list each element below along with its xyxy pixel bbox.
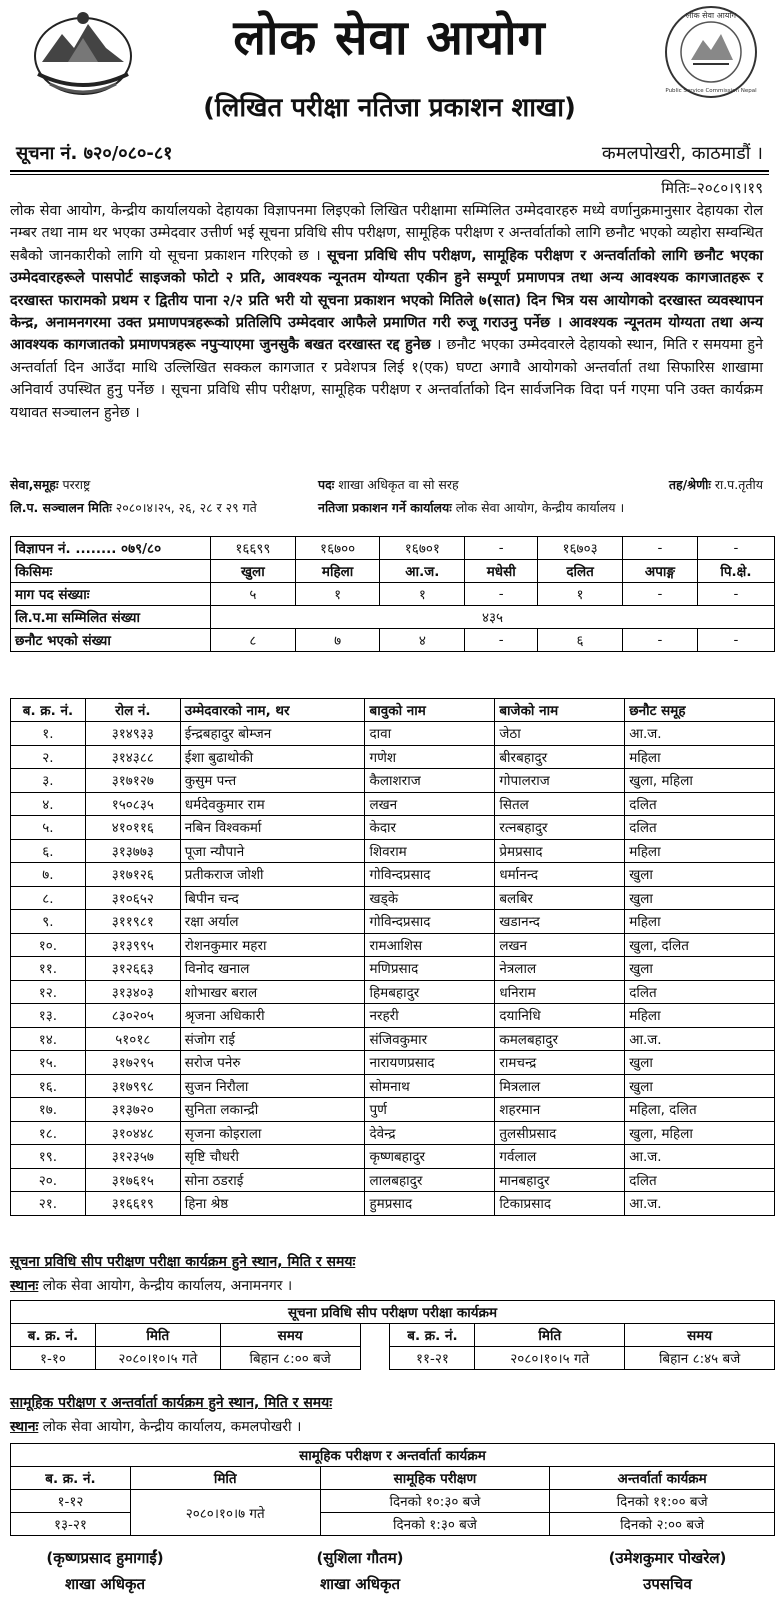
it-test-schedule-table bbox=[10, 1300, 775, 1370]
table-cell: संजोग राई bbox=[180, 1027, 365, 1051]
adv-row bbox=[11, 583, 775, 606]
interview-place-value: लोक सेवा आयोग, केन्द्रीय कार्यालय, कमलपोखरी । bbox=[38, 1419, 302, 1435]
table-row bbox=[11, 1004, 775, 1028]
signature-3 bbox=[565, 1545, 770, 1597]
table-cell: सितल bbox=[495, 792, 625, 816]
adv-row bbox=[11, 560, 775, 583]
table-row bbox=[11, 933, 775, 957]
adv-cell: १६७०३ bbox=[538, 537, 623, 560]
adv-cell: आ.ज. bbox=[380, 560, 465, 583]
signature-2 bbox=[290, 1545, 430, 1597]
it-test-section-title: सूचना प्रविधि सीप परीक्षण परीक्षा कार्यक्रम हुने स्थान, मिति र समयः bbox=[10, 1254, 356, 1270]
page-title: लोक सेवा आयोग bbox=[233, 10, 546, 66]
signatory-title: शाखा अधिकृत bbox=[64, 1575, 146, 1593]
service-label: सेवा,समूहः bbox=[10, 477, 59, 492]
adv-row bbox=[11, 629, 775, 652]
adv-row-label: किसिमः bbox=[11, 560, 211, 583]
candidate-col-header: उम्मेदवारको नाम, थर bbox=[180, 699, 365, 722]
office-value: लोक सेवा आयोग, केन्द्रीय कार्यालय । bbox=[455, 500, 625, 515]
table-cell: ३१७६१५ bbox=[85, 1168, 180, 1192]
table-cell: ३१२६६३ bbox=[85, 957, 180, 981]
table-cell: खुला, महिला bbox=[625, 1121, 775, 1145]
signatory-name: (सुशिला गौतम) bbox=[316, 1549, 404, 1567]
table-row bbox=[11, 980, 775, 1004]
table-cell: लालबहादुर bbox=[365, 1168, 495, 1192]
table-cell: ३१६६१९ bbox=[85, 1192, 180, 1216]
adv-cell: ६ bbox=[538, 629, 623, 652]
table-cell: सुजन निरौला bbox=[180, 1074, 365, 1098]
table-row bbox=[11, 1168, 775, 1192]
iv-col-interview: अन्तर्वार्ता कार्यक्रम bbox=[550, 1467, 775, 1490]
adv-cell: १६६९९ bbox=[211, 537, 296, 560]
adv-cell: - bbox=[697, 629, 774, 652]
adv-cell: ७ bbox=[295, 629, 380, 652]
table-cell: प्रतीकराज जोशी bbox=[180, 863, 365, 887]
table-cell: गर्वलाल bbox=[495, 1145, 625, 1169]
adv-row-label: माग पद संख्याः bbox=[11, 583, 211, 606]
adv-cell: १६७०० bbox=[295, 537, 380, 560]
adv-cell: अपाङ्ग bbox=[622, 560, 697, 583]
table-cell: ३१४९३३ bbox=[85, 722, 180, 746]
table-cell: ३१०६५२ bbox=[85, 886, 180, 910]
table-cell: ३१४३८८ bbox=[85, 745, 180, 769]
table-cell: दलित bbox=[625, 792, 775, 816]
adv-cell: - bbox=[622, 537, 697, 560]
notice-para-2: । छनौट भएका उम्मेदवारले देहायको स्थान, मिति र समयमा हुने अन्तर्वार्ता दिन आउँदा माथि उल्लिखित सक्कल कागजात र प्रवेशपत्र लिई १(एक) घण्टा अगावै आयोगको अन्तर्वार्ता तथा सिफारिस शाखामा अनिवार्य उपस्थित हुनु पर्नेछ । सूचना प्रविधि सीप परीक्षण, सामूहिक परीक्षण र अन्तर्वार्ताको दिन सार्वजनिक विदा पर्न गएमा पनि उक्त कार्यक्रम यथावत सञ्चालन हुनेछ । bbox=[10, 337, 763, 421]
candidate-table bbox=[10, 698, 775, 1216]
iv-col-date: मिति bbox=[130, 1467, 320, 1490]
table-cell: खुला bbox=[625, 886, 775, 910]
table-cell: महिला bbox=[625, 745, 775, 769]
table-cell: खुला bbox=[625, 1051, 775, 1075]
it-col-time-right: समय bbox=[625, 1324, 775, 1347]
it-test-place-label: स्थानः bbox=[10, 1278, 39, 1294]
table-cell: संजिवकुमार bbox=[365, 1027, 495, 1051]
notice-para-1: लोक सेवा आयोग, केन्द्रीय कार्यालयको देहायका विज्ञापनमा लिइएको लिखित परीक्षामा सम्मिलित उम्मेदवारहरु मध्ये वर्णानुक्रमानुसार देहायका रोल नम्बर तथा नाम थर भएका उम्मेदवार उत्तीर्ण भई सूचना प्रविधि सीप परीक्षण, सामूहिक परीक्षण र अन्तर्वार्ताको लागि छनौट भएको व्यहोरा सम्वन्धित सबैको जानकारीको लागि यो सूचना प्रकाशन गरिएको छ । bbox=[10, 203, 763, 264]
seal-text-top: लोक सेवा आयोग bbox=[685, 11, 737, 20]
table-cell: ६. bbox=[11, 839, 86, 863]
table-cell: ३१३९९५ bbox=[85, 933, 180, 957]
table-cell: शिवराम bbox=[365, 839, 495, 863]
signatory-title: उपसचिव bbox=[643, 1575, 692, 1593]
table-cell: रक्षा अर्याल bbox=[180, 910, 365, 934]
level-field bbox=[669, 476, 763, 493]
table-cell: महिला, दलित bbox=[625, 1098, 775, 1122]
table-cell: ४. bbox=[11, 792, 86, 816]
table-cell: तुलसीप्रसाद bbox=[495, 1121, 625, 1145]
signatory-title: शाखा अधिकृत bbox=[319, 1575, 401, 1593]
it-left-time: बिहान ८:०० बजे bbox=[220, 1347, 360, 1370]
table-cell: २०. bbox=[11, 1168, 86, 1192]
table-cell: २. bbox=[11, 745, 86, 769]
it-col-time-left: समय bbox=[220, 1324, 360, 1347]
it-col-date-right: मिति bbox=[475, 1324, 625, 1347]
it-gap bbox=[360, 1324, 390, 1370]
post-label: पदः bbox=[318, 477, 335, 492]
table-cell: दयानिधि bbox=[495, 1004, 625, 1028]
table-cell: आ.ज. bbox=[625, 722, 775, 746]
table-cell: धर्मानन्द bbox=[495, 863, 625, 887]
table-cell: ३१७९९८ bbox=[85, 1074, 180, 1098]
table-cell: प्रेमप्रसाद bbox=[495, 839, 625, 863]
interview-table-title: सामूहिक परीक्षण र अन्तर्वार्ता कार्यक्रम bbox=[11, 1444, 775, 1467]
candidate-col-header: ब. क्र. नं. bbox=[11, 699, 86, 722]
table-cell: खुला, महिला bbox=[625, 769, 775, 793]
adv-cell: मधेसी bbox=[465, 560, 538, 583]
table-row bbox=[11, 1051, 775, 1075]
exam-date-label: लि.प. सञ्चालन मितिः bbox=[10, 500, 112, 515]
table-row bbox=[11, 1098, 775, 1122]
divider bbox=[10, 170, 769, 172]
adv-cell: खुला bbox=[211, 560, 296, 583]
service-field bbox=[10, 476, 90, 493]
table-cell: गोविन्दप्रसाद bbox=[365, 910, 495, 934]
it-left-range: १-१० bbox=[11, 1347, 96, 1370]
iv-row2-group: दिनको १:३० बजे bbox=[320, 1513, 550, 1536]
adv-cell: दलित bbox=[538, 560, 623, 583]
table-row bbox=[11, 957, 775, 981]
table-cell: गोविन्दप्रसाद bbox=[365, 863, 495, 887]
adv-cell: - bbox=[465, 537, 538, 560]
table-cell: १८. bbox=[11, 1121, 86, 1145]
advertisement-table bbox=[10, 536, 775, 652]
table-cell: ३१७२९५ bbox=[85, 1051, 180, 1075]
page-subtitle: (लिखित परीक्षा नतिजा प्रकाशन शाखा) bbox=[203, 93, 576, 123]
table-cell: खुला bbox=[625, 863, 775, 887]
table-cell: ईन्द्रबहादुर बोम्जन bbox=[180, 722, 365, 746]
interview-schedule-table bbox=[10, 1443, 775, 1536]
table-row bbox=[11, 1192, 775, 1216]
adv-cell: - bbox=[465, 629, 538, 652]
table-cell: टिकाप्रसाद bbox=[495, 1192, 625, 1216]
table-row bbox=[11, 863, 775, 887]
table-cell: रामआशिस bbox=[365, 933, 495, 957]
table-cell: धर्मदेवकुमार राम bbox=[180, 792, 365, 816]
adv-cell: १ bbox=[295, 583, 380, 606]
level-value: रा.प.तृतीय bbox=[714, 477, 763, 492]
table-cell: १५. bbox=[11, 1051, 86, 1075]
psc-seal-icon bbox=[663, 4, 759, 100]
table-cell: १३. bbox=[11, 1004, 86, 1028]
table-row bbox=[11, 1121, 775, 1145]
table-cell: रोशनकुमार महरा bbox=[180, 933, 365, 957]
iv-row2-range: १३-२१ bbox=[11, 1513, 131, 1536]
reference-line bbox=[16, 138, 763, 168]
table-cell: शोभाखर बराल bbox=[180, 980, 365, 1004]
table-cell: कमलबहादुर bbox=[495, 1027, 625, 1051]
table-cell: १९. bbox=[11, 1145, 86, 1169]
table-cell: २१. bbox=[11, 1192, 86, 1216]
table-cell: दलित bbox=[625, 816, 775, 840]
table-cell: ३१३७२० bbox=[85, 1098, 180, 1122]
table-cell: नबिन विश्वकर्मा bbox=[180, 816, 365, 840]
divider bbox=[10, 174, 769, 175]
table-cell: मणिप्रसाद bbox=[365, 957, 495, 981]
table-cell: ३१३७७३ bbox=[85, 839, 180, 863]
table-cell: १५०८३५ bbox=[85, 792, 180, 816]
interview-place-label: स्थानः bbox=[10, 1419, 39, 1435]
table-cell: ३. bbox=[11, 769, 86, 793]
table-row bbox=[11, 839, 775, 863]
adv-row-label: विज्ञापन नं. ........ ०७९/८० bbox=[11, 537, 211, 560]
table-cell: मानबहादुर bbox=[495, 1168, 625, 1192]
table-cell: ३१७१२७ bbox=[85, 769, 180, 793]
table-row bbox=[11, 1027, 775, 1051]
table-cell: मित्रलाल bbox=[495, 1074, 625, 1098]
candidate-table-header bbox=[11, 699, 775, 722]
table-cell: १६. bbox=[11, 1074, 86, 1098]
adv-cell: ८ bbox=[211, 629, 296, 652]
table-cell: हिमबहादुर bbox=[365, 980, 495, 1004]
table-row bbox=[11, 722, 775, 746]
table-cell: ईशा बुढाथोकी bbox=[180, 745, 365, 769]
adv-cell: ४३५ bbox=[211, 606, 775, 629]
table-cell: कैलाशराज bbox=[365, 769, 495, 793]
adv-row bbox=[11, 537, 775, 560]
exam-date-value: २०८०।४।२५, २६, २८ र २९ गते bbox=[115, 500, 257, 515]
page-header bbox=[0, 0, 779, 138]
table-row bbox=[11, 1145, 775, 1169]
candidate-col-header: बाजेको नाम bbox=[495, 699, 625, 722]
signature-1 bbox=[10, 1545, 200, 1597]
table-cell: आ.ज. bbox=[625, 1027, 775, 1051]
candidate-col-header: छनौट समूह bbox=[625, 699, 775, 722]
adv-cell: - bbox=[465, 583, 538, 606]
adv-cell: ५ bbox=[211, 583, 296, 606]
table-cell: ८. bbox=[11, 886, 86, 910]
iv-col-serial: ब. क्र. नं. bbox=[11, 1467, 131, 1490]
iv-row1-range: १-१२ bbox=[11, 1490, 131, 1513]
table-cell: देवेन्द्र bbox=[365, 1121, 495, 1145]
table-cell: कुसुम पन्त bbox=[180, 769, 365, 793]
table-cell: शहरमान bbox=[495, 1098, 625, 1122]
table-cell: १७. bbox=[11, 1098, 86, 1122]
table-cell: दलित bbox=[625, 1168, 775, 1192]
table-row bbox=[11, 769, 775, 793]
table-cell: दलित bbox=[625, 980, 775, 1004]
office-location: कमलपोखरी, काठमाडौं । bbox=[601, 143, 763, 164]
it-col-date-left: मिति bbox=[95, 1324, 220, 1347]
table-cell: महिला bbox=[625, 1004, 775, 1028]
table-cell: ९. bbox=[11, 910, 86, 934]
table-cell: महिला bbox=[625, 839, 775, 863]
notice-number: सूचना नं. ७२०/०८०-८१ bbox=[16, 143, 173, 164]
adv-cell: - bbox=[697, 583, 774, 606]
table-cell: श्रृजना अधिकारी bbox=[180, 1004, 365, 1028]
table-cell: सृष्टि चौधरी bbox=[180, 1145, 365, 1169]
table-row bbox=[11, 910, 775, 934]
post-value: शाखा अधिकृत वा सो सरह bbox=[338, 477, 459, 492]
table-cell: ४१०११६ bbox=[85, 816, 180, 840]
table-cell: जेठा bbox=[495, 722, 625, 746]
notice-body bbox=[10, 200, 763, 424]
signatory-name: (उमेशकुमार पोखरेल) bbox=[608, 1549, 727, 1567]
candidate-col-header: रोल नं. bbox=[85, 699, 180, 722]
adv-row-label: छनौट भएको संख्या bbox=[11, 629, 211, 652]
it-right-time: बिहान ८:४५ बजे bbox=[625, 1347, 775, 1370]
table-cell: पूजा न्यौपाने bbox=[180, 839, 365, 863]
table-cell: सोना ठडराई bbox=[180, 1168, 365, 1192]
table-cell: १४. bbox=[11, 1027, 86, 1051]
table-cell: गोपालराज bbox=[495, 769, 625, 793]
it-left-date: २०८०।१०।५ गते bbox=[95, 1347, 220, 1370]
seal-text-bottom: Public Service Commission Nepal bbox=[665, 88, 757, 94]
table-cell: रामचन्द्र bbox=[495, 1051, 625, 1075]
table-cell: खडानन्द bbox=[495, 910, 625, 934]
table-cell: खुला bbox=[625, 1074, 775, 1098]
post-field bbox=[318, 476, 459, 493]
adv-cell: महिला bbox=[295, 560, 380, 583]
table-row bbox=[11, 886, 775, 910]
it-test-place-value: लोक सेवा आयोग, केन्द्रीय कार्यालय, अनामनगर । bbox=[38, 1278, 293, 1294]
table-cell: सरोज पनेरु bbox=[180, 1051, 365, 1075]
table-cell: बिपीन चन्द bbox=[180, 886, 365, 910]
table-cell: ३१३४०३ bbox=[85, 980, 180, 1004]
table-cell: ११. bbox=[11, 957, 86, 981]
table-cell: ८३०२०५ bbox=[85, 1004, 180, 1028]
office-field bbox=[318, 499, 624, 516]
adv-row-label: लि.प.मा सम्मिलित संख्या bbox=[11, 606, 211, 629]
table-cell: महिला bbox=[625, 910, 775, 934]
table-cell: आ.ज. bbox=[625, 1145, 775, 1169]
signatory-name: (कृष्णप्रसाद हुमागाईं) bbox=[46, 1549, 164, 1567]
adv-cell: ४ bbox=[380, 629, 465, 652]
table-cell: हिना श्रेष्ठ bbox=[180, 1192, 365, 1216]
table-cell: खुला bbox=[625, 957, 775, 981]
table-cell: सृजना कोइराला bbox=[180, 1121, 365, 1145]
table-cell: १०. bbox=[11, 933, 86, 957]
table-row bbox=[11, 1074, 775, 1098]
table-cell: बीरबहादुर bbox=[495, 745, 625, 769]
table-cell: सोमनाथ bbox=[365, 1074, 495, 1098]
table-cell: लखन bbox=[365, 792, 495, 816]
adv-cell: - bbox=[622, 629, 697, 652]
interview-place bbox=[10, 1417, 301, 1436]
table-cell: १. bbox=[11, 722, 86, 746]
table-cell: नरहरी bbox=[365, 1004, 495, 1028]
adv-cell: १६७०१ bbox=[380, 537, 465, 560]
service-value: परराष्ट्र bbox=[62, 477, 91, 492]
iv-date: २०८०।१०।७ गते bbox=[130, 1490, 320, 1536]
table-cell: १२. bbox=[11, 980, 86, 1004]
level-label: तह/श्रेणीः bbox=[668, 477, 711, 492]
adv-cell: पि.क्षे. bbox=[697, 560, 774, 583]
table-cell: खुला, दलित bbox=[625, 933, 775, 957]
table-cell: रत्नबहादुर bbox=[495, 816, 625, 840]
table-cell: नारायणप्रसाद bbox=[365, 1051, 495, 1075]
interview-section-title: सामूहिक परीक्षण र अन्तर्वार्ता कार्यक्रम हुने स्थान, मिति र समयः bbox=[10, 1395, 333, 1411]
table-cell: ३१२३५७ bbox=[85, 1145, 180, 1169]
exam-date-field bbox=[10, 499, 257, 516]
table-cell: हुमप्रसाद bbox=[365, 1192, 495, 1216]
table-cell: कृष्णबहादुर bbox=[365, 1145, 495, 1169]
table-cell: विनोद खनाल bbox=[180, 957, 365, 981]
it-right-date: २०८०।१०।५ गते bbox=[475, 1347, 625, 1370]
adv-cell: १ bbox=[380, 583, 465, 606]
table-cell: बलबिर bbox=[495, 886, 625, 910]
table-cell: ५. bbox=[11, 816, 86, 840]
notice-bold-instructions: सूचना प्रविधि सीप परीक्षण, सामूहिक परीक्षण र अन्तर्वार्ताको लागि छनौट भएका उम्मेदवारहरूले पासपोर्ट साइजको फोटो २ प्रति, आवश्यक न्यूनतम योग्यता एकीन हुने सम्पूर्ण प्रमाणपत्र तथा अन्य आवश्यक कागजातहरू र दरखास्त फारामको प्रथम र द्वितीय पाना २/२ प्रति भरी यो सूचना प्रकाशन भएको मितिले ७(सात) दिन भित्र यस आयोगको दरखास्त व्यवस्थापन केन्द्र, अनामनगरमा उक्त प्रमाणपत्रहरूको प्रतिलिपि उम्मेदवार आफैले प्रमाणित गरी रुजू गराउनु पर्नेछ । आवश्यक न्यूनतम योग्यता तथा अन्य आवश्यक कागजातको प्रमाणपत्रहरू नपुऱ्याएमा जुनसुकै बखत दरखास्त रद्द हुनेछ bbox=[10, 247, 763, 354]
table-cell: ७. bbox=[11, 863, 86, 887]
table-row bbox=[11, 745, 775, 769]
table-cell: केदार bbox=[365, 816, 495, 840]
table-cell: दावा bbox=[365, 722, 495, 746]
iv-row1-group: दिनको १०:३० बजे bbox=[320, 1490, 550, 1513]
table-row bbox=[11, 816, 775, 840]
candidate-col-header: बावुको नाम bbox=[365, 699, 495, 722]
notice-date: मितिः–२०८०।९।१९ bbox=[661, 179, 763, 197]
table-row bbox=[11, 792, 775, 816]
table-cell: खड्के bbox=[365, 886, 495, 910]
adv-cell: १ bbox=[538, 583, 623, 606]
table-cell: ३१७१२६ bbox=[85, 863, 180, 887]
iv-row1-interview: दिनको ११:०० बजे bbox=[550, 1490, 775, 1513]
office-label: नतिजा प्रकाशन गर्ने कार्यालयः bbox=[318, 500, 452, 515]
table-cell: धनिराम bbox=[495, 980, 625, 1004]
iv-col-group-test: सामूहिक परीक्षण bbox=[320, 1467, 550, 1490]
table-cell: ३११९८१ bbox=[85, 910, 180, 934]
it-test-table-title: सूचना प्रविधि सीप परीक्षण परीक्षा कार्यक्रम bbox=[11, 1301, 775, 1324]
table-cell: पुर्ण bbox=[365, 1098, 495, 1122]
it-col-serial-right: ब. क्र. नं. bbox=[390, 1324, 475, 1347]
it-col-serial-left: ब. क्र. नं. bbox=[11, 1324, 96, 1347]
table-cell: आ.ज. bbox=[625, 1192, 775, 1216]
adv-cell: - bbox=[622, 583, 697, 606]
it-test-place bbox=[10, 1276, 292, 1295]
table-cell: सुनिता लकान्द्री bbox=[180, 1098, 365, 1122]
table-cell: नेत्रलाल bbox=[495, 957, 625, 981]
table-cell: गणेश bbox=[365, 745, 495, 769]
iv-row2-interview: दिनको २:०० बजे bbox=[550, 1513, 775, 1536]
it-right-range: ११-२१ bbox=[390, 1347, 475, 1370]
table-cell: ३१०४४८ bbox=[85, 1121, 180, 1145]
table-cell: ५१०१८ bbox=[85, 1027, 180, 1051]
adv-row bbox=[11, 606, 775, 629]
adv-cell: - bbox=[697, 537, 774, 560]
table-cell: लखन bbox=[495, 933, 625, 957]
